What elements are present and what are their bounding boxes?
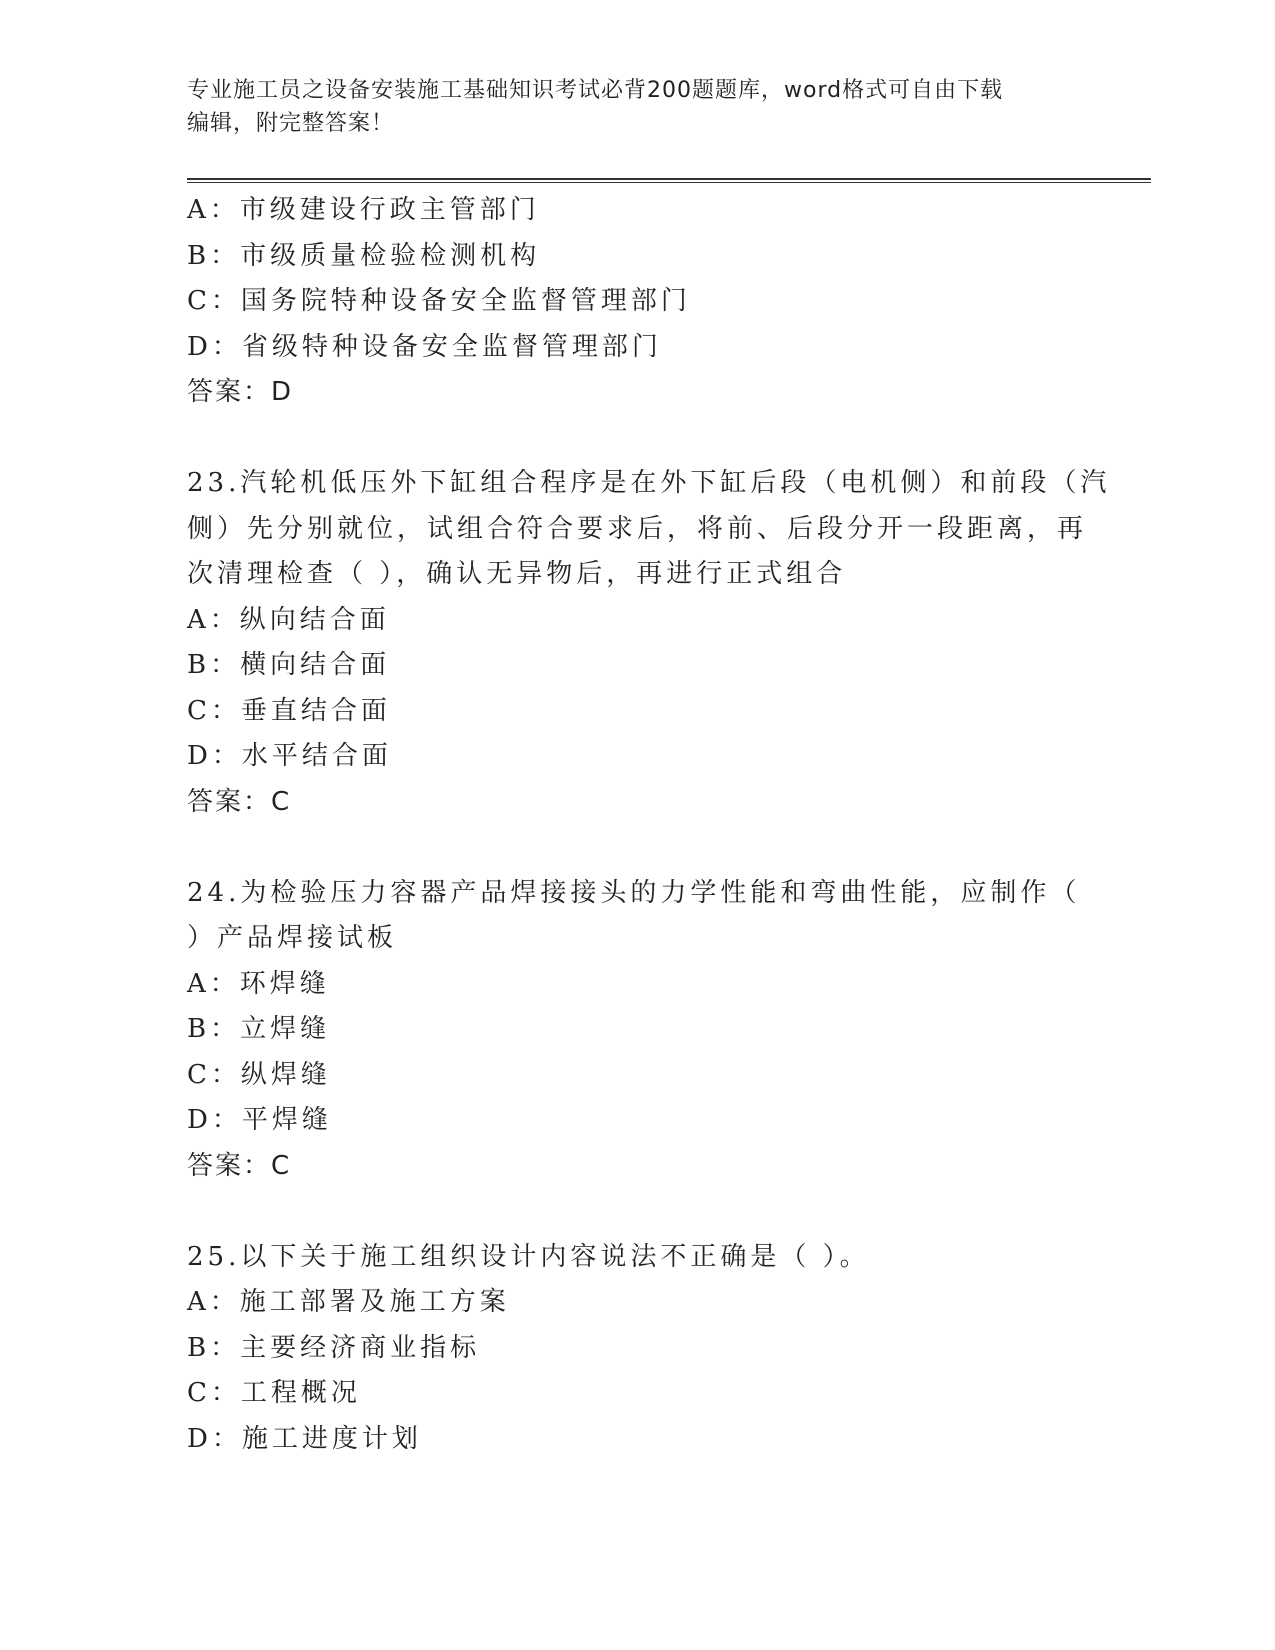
- header-line-2: 编辑，附完整答案！: [187, 111, 395, 136]
- header-divider: [187, 178, 1151, 183]
- q22-option-b: B：市级质量检验检测机构: [187, 240, 541, 271]
- q25-stem-line-1: 25.以下关于施工组织设计内容说法不正确是（ ）。: [187, 1241, 870, 1272]
- header-line-1: 专业施工员之设备安装施工基础知识考试必背200题题库，word格式可自由下载: [187, 78, 1004, 103]
- q23-stem-line-3: 次清理检查（ ），确认无异物后，再进行正式组合: [187, 559, 847, 589]
- question-spacer: [187, 416, 1087, 462]
- q23-option-b: B：横向结合面: [187, 650, 391, 680]
- question-24: [187, 871, 1087, 1190]
- q25-option-d: D：施工进度计划: [187, 1423, 422, 1454]
- question-spacer: [187, 1189, 1087, 1235]
- question-25: [187, 1235, 1087, 1463]
- q22-option-a: A：市级建设行政主管部门: [187, 195, 540, 225]
- q22-option-c: C：国务院特种设备安全监督管理部门: [187, 286, 691, 316]
- q23-option-c: C：垂直结合面: [187, 695, 391, 726]
- q24-option-b: B：立焊缝: [187, 1014, 331, 1044]
- q23-option-d: D：水平结合面: [187, 741, 392, 771]
- q24-option-a: A：环焊缝: [187, 968, 330, 999]
- q22-option-d: D：省级特种设备安全监督管理部门: [187, 331, 662, 362]
- document-header: [187, 74, 1087, 140]
- q24-option-d: D：平焊缝: [187, 1105, 332, 1135]
- question-22: [187, 188, 1087, 416]
- q24-answer: 答案：C: [187, 1150, 292, 1181]
- q22-answer: 答案：D: [187, 377, 294, 407]
- q25-option-c: C：工程概况: [187, 1378, 361, 1408]
- question-23: [187, 461, 1111, 825]
- q23-stem-line-1: 23.汽轮机低压外下缸组合程序是在外下缸后段（电机侧）和前段（汽: [187, 468, 1111, 498]
- question-spacer: [187, 825, 1087, 871]
- q23-stem-line-2: 侧）先分别就位，试组合符合要求后，将前、后段分开一段距离，再: [187, 513, 1088, 544]
- q25-option-b: B：主要经济商业指标: [187, 1332, 481, 1363]
- q24-stem-line-1: 24.为检验压力容器产品焊接接头的力学性能和弯曲性能，应制作（: [187, 877, 1081, 908]
- question-list: [187, 188, 1111, 1462]
- q23-answer: 答案：C: [187, 786, 292, 817]
- q23-option-a: A：纵向结合面: [187, 604, 390, 635]
- q24-option-c: C：纵焊缝: [187, 1059, 331, 1090]
- q24-stem-line-2: ）产品焊接试板: [187, 923, 398, 953]
- q25-option-a: A：施工部署及施工方案: [187, 1287, 510, 1317]
